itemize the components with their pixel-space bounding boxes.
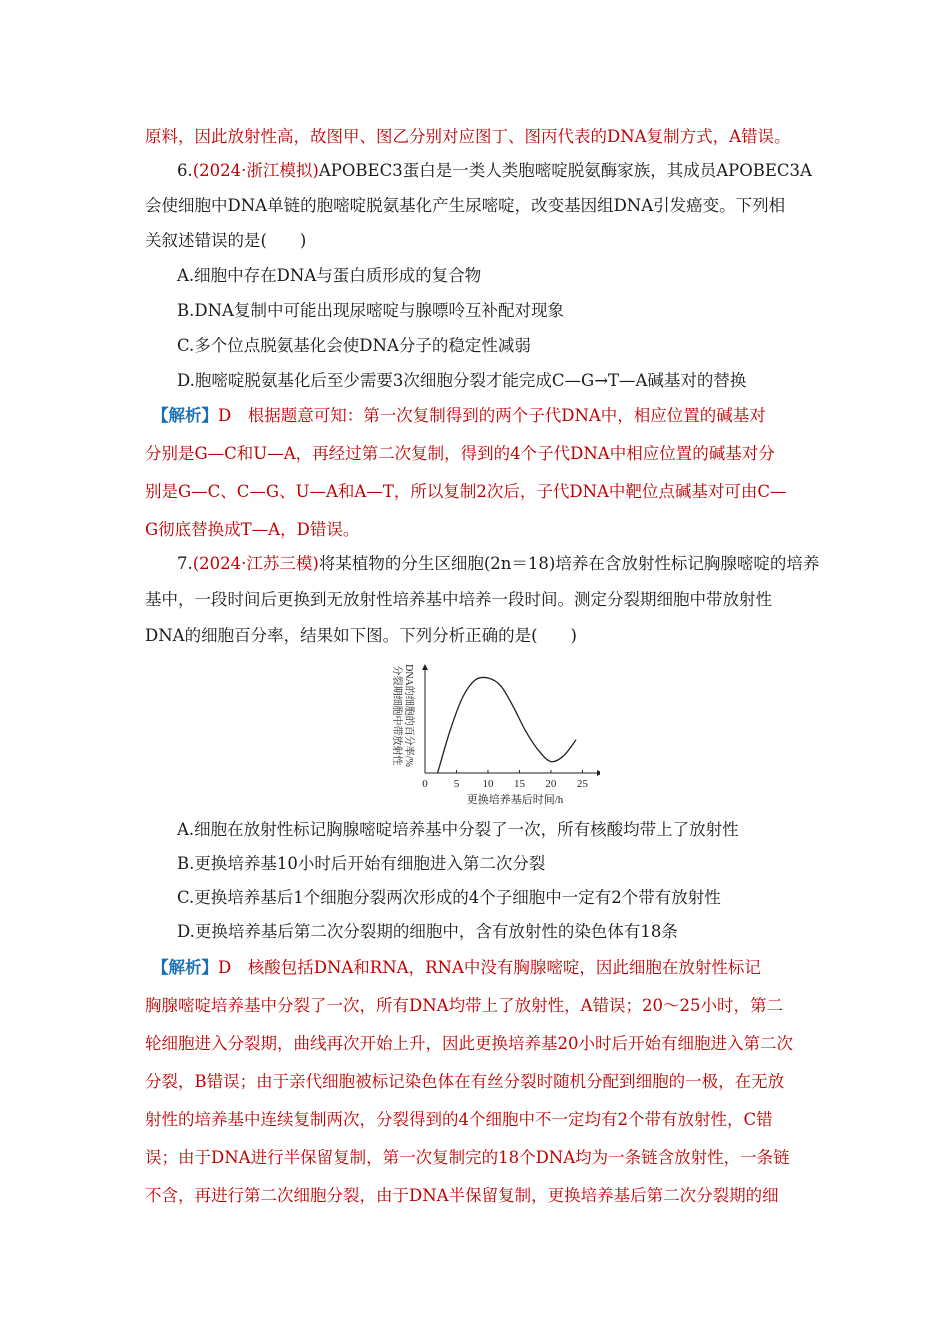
q6-analysis-line-3: 别是G—C、C—G、U—A和A—T，所以复制2次后，子代DNA中靶位点碱基对可由C— <box>145 482 787 501</box>
q6-analysis-text-1: D 根据题意可知：第一次复制得到的两个子代DNA中，相应位置的碱基对 <box>218 406 766 425</box>
q7-number: 7. <box>177 554 193 573</box>
q6-stem-line-2: 会使细胞中DNA单链的胞嘧啶脱氨基化产生尿嘧啶，改变基因组DNA引发癌变。下列相 <box>145 196 786 215</box>
q7-option-c: C.更换培养基后1个细胞分裂两次形成的4个子细胞中一定有2个带有放射性 <box>177 888 721 907</box>
q7-analysis-line-1 <box>152 958 810 978</box>
q6-option-d: D.胞嘧啶脱氨基化后至少需要3次细胞分裂才能完成C—G→T—A碱基对的替换 <box>177 371 747 390</box>
q7-analysis-line-3: 轮细胞进入分裂期，曲线再次开始上升，因此更换培养基20小时后开始有细胞进入第二次 <box>145 1034 793 1053</box>
q6-analysis-tag: 【解析】 <box>152 406 218 425</box>
q7-analysis-line-6: 误；由于DNA进行半保留复制，第一次复制完的18个DNA均为一条链含放射性，一条链 <box>145 1148 790 1167</box>
x-tick-label: 10 <box>482 778 494 790</box>
q7-source: (2024·江苏三模) <box>192 554 319 573</box>
q7-option-d: D.更换培养基后第二次分裂期的细胞中，含有放射性的染色体有18条 <box>177 922 678 941</box>
y-axis-label-line: DNA的细胞的百分率/% <box>403 664 414 767</box>
q6-option-a: A.细胞中存在DNA与蛋白质形成的复合物 <box>177 266 482 285</box>
q7-stem-line-3: DNA的细胞百分率，结果如下图。下列分析正确的是( ) <box>145 626 577 645</box>
q6-analysis-line-4: G彻底替换成T—A，D错误。 <box>145 520 360 539</box>
q6-option-b: B.DNA复制中可能出现尿嘧啶与腺嘌呤互补配对现象 <box>177 301 564 320</box>
q6-source: (2024·浙江模拟) <box>192 161 319 180</box>
y-axis-label-line: 分裂期细胞中带放射性 <box>391 665 402 766</box>
q7-analysis-line-7: 不含，再进行第二次细胞分裂，由于DNA半保留复制，更换培养基后第二次分裂期的细 <box>145 1186 779 1205</box>
q7-option-a: A.细胞在放射性标记胸腺嘧啶培养基中分裂了一次，所有核酸均带上了放射性 <box>177 820 739 839</box>
radioactivity-line-chart <box>380 656 600 806</box>
y-axis-arrow <box>422 664 428 670</box>
q7-option-b: B.更换培养基10小时后开始有细胞进入第二次分裂 <box>177 854 546 873</box>
x-tick-label: 5 <box>453 778 460 790</box>
q7-analysis-text-1: D 核酸包括DNA和RNA，RNA中没有胸腺嘧啶，因此细胞在放射性标记 <box>218 958 761 977</box>
q6-analysis-line-2: 分别是G—C和U—A，再经过第二次复制，得到的4个子代DNA中相应位置的碱基对分 <box>145 444 775 463</box>
q7-analysis-line-4: 分裂，B错误；由于亲代细胞被标记染色体在有丝分裂时随机分配到细胞的一极，在无放 <box>145 1072 785 1091</box>
x-tick-label: 25 <box>576 778 588 790</box>
x-tick-label: 20 <box>545 778 557 790</box>
q6-analysis-line-1 <box>152 406 810 426</box>
q7-analysis-line-2: 胸腺嘧啶培养基中分裂了一次，所有DNA均带上了放射性，A错误；20～25小时，第二 <box>145 996 783 1015</box>
x-axis-label: 更换培养基后时间/h <box>466 794 564 806</box>
q7-stem-line-2: 基中，一段时间后更换到无放射性培养基中培养一段时间。测定分裂期细胞中带放射性 <box>145 590 772 609</box>
q7-analysis-tag: 【解析】 <box>152 958 218 977</box>
series-curve <box>438 677 577 773</box>
x-axis-arrow <box>597 770 600 776</box>
q6-option-c: C.多个位点脱氨基化会使DNA分子的稳定性减弱 <box>177 336 531 355</box>
q6-stem-text-1: APOBEC3蛋白是一类人类胞嘧啶脱氨酶家族，其成员APOBEC3A <box>318 161 812 180</box>
prev-analysis-tail: 原料，因此放射性高，故图甲、图乙分别对应图丁、图丙代表的DNA复制方式，A错误。 <box>145 127 791 146</box>
q7-stem-text-1: 将某植物的分生区细胞(2n＝18)培养在含放射性标记胸腺嘧啶的培养 <box>318 554 820 573</box>
x-tick-label: 15 <box>513 778 525 790</box>
q7-analysis-line-5: 射性的培养基中连续复制两次，分裂得到的4个细胞中不一定均有2个带有放射性，C错 <box>145 1110 773 1129</box>
q6-number: 6. <box>177 161 193 180</box>
q6-stem-line-1 <box>177 161 810 181</box>
q7-stem-line-1 <box>177 554 820 574</box>
x-tick-label: 0 <box>422 778 428 790</box>
q6-stem-line-3: 关叙述错误的是( ) <box>145 231 307 250</box>
